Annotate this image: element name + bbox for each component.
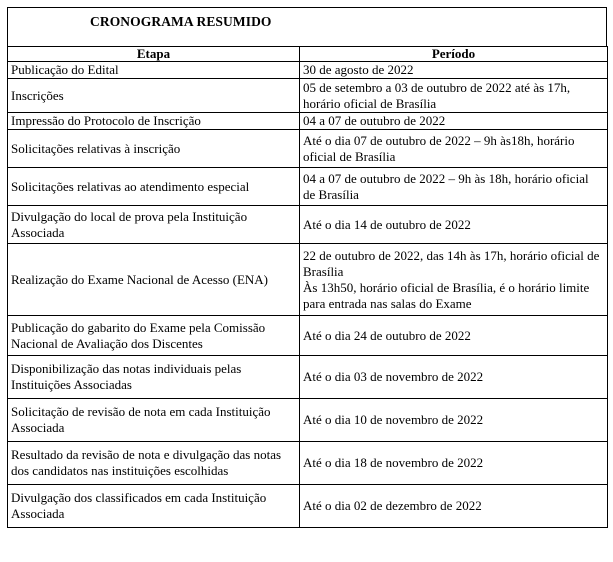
stage-cell: Solicitações relativas ao atendimento especial: [8, 168, 300, 206]
table-row: [8, 316, 608, 356]
schedule-document: [7, 7, 607, 528]
table-row: [8, 130, 608, 168]
stage-cell: Publicação do Edital: [8, 62, 300, 79]
stage-cell: Solicitações relativas à inscrição: [8, 130, 300, 168]
title-box: [7, 7, 607, 46]
stage-cell: Divulgação dos classificados em cada Instituição Associada: [8, 485, 300, 528]
table-row: [8, 62, 608, 79]
column-header-stage: Etapa: [8, 47, 300, 62]
period-text: 22 de outubro de 2022, das 14h às 17h, horário oficial de Brasília: [303, 247, 600, 279]
stage-cell: Disponibilização das notas individuais pelas Instituições Associadas: [8, 356, 300, 399]
schedule-table: [7, 46, 608, 528]
table-row: [8, 244, 608, 316]
period-cell: Até o dia 02 de dezembro de 2022: [300, 485, 608, 528]
period-note: Às 13h50, horário oficial de Brasília, é o horário limite para entrada nas salas do Exame: [303, 279, 590, 311]
period-cell: Até o dia 03 de novembro de 2022: [300, 356, 608, 399]
period-cell: 04 a 07 de outubro de 2022 – 9h às 18h, horário oficial de Brasília: [300, 168, 608, 206]
period-cell: 30 de agosto de 2022: [300, 62, 608, 79]
stage-cell: Publicação do gabarito do Exame pela Comissão Nacional de Avaliação dos Discentes: [8, 316, 300, 356]
stage-cell: Resultado da revisão de nota e divulgação das notas dos candidatos nas instituições escolhidas: [8, 442, 300, 485]
table-row: [8, 206, 608, 244]
period-cell: Até o dia 10 de novembro de 2022: [300, 399, 608, 442]
period-cell: [300, 244, 608, 316]
table-row: [8, 399, 608, 442]
stage-cell: Inscrições: [8, 79, 300, 113]
table-row: [8, 113, 608, 130]
period-cell: Até o dia 18 de novembro de 2022: [300, 442, 608, 485]
period-cell: Até o dia 24 de outubro de 2022: [300, 316, 608, 356]
table-row: [8, 79, 608, 113]
stage-cell: Realização do Exame Nacional de Acesso (ENA): [8, 244, 300, 316]
stage-cell: Divulgação do local de prova pela Instituição Associada: [8, 206, 300, 244]
stage-cell: Solicitação de revisão de nota em cada Instituição Associada: [8, 399, 300, 442]
period-cell: Até o dia 07 de outubro de 2022 – 9h às18h, horário oficial de Brasília: [300, 130, 608, 168]
table-row: [8, 168, 608, 206]
period-cell: 05 de setembro a 03 de outubro de 2022 até às 17h, horário oficial de Brasília: [300, 79, 608, 113]
period-cell: 04 a 07 de outubro de 2022: [300, 113, 608, 130]
stage-cell: Impressão do Protocolo de Inscrição: [8, 113, 300, 130]
table-row: [8, 442, 608, 485]
period-cell: Até o dia 14 de outubro de 2022: [300, 206, 608, 244]
document-title: CRONOGRAMA RESUMIDO: [90, 14, 272, 29]
column-header-period: Período: [300, 47, 608, 62]
table-row: [8, 485, 608, 528]
header-row: [8, 47, 608, 62]
table-row: [8, 356, 608, 399]
